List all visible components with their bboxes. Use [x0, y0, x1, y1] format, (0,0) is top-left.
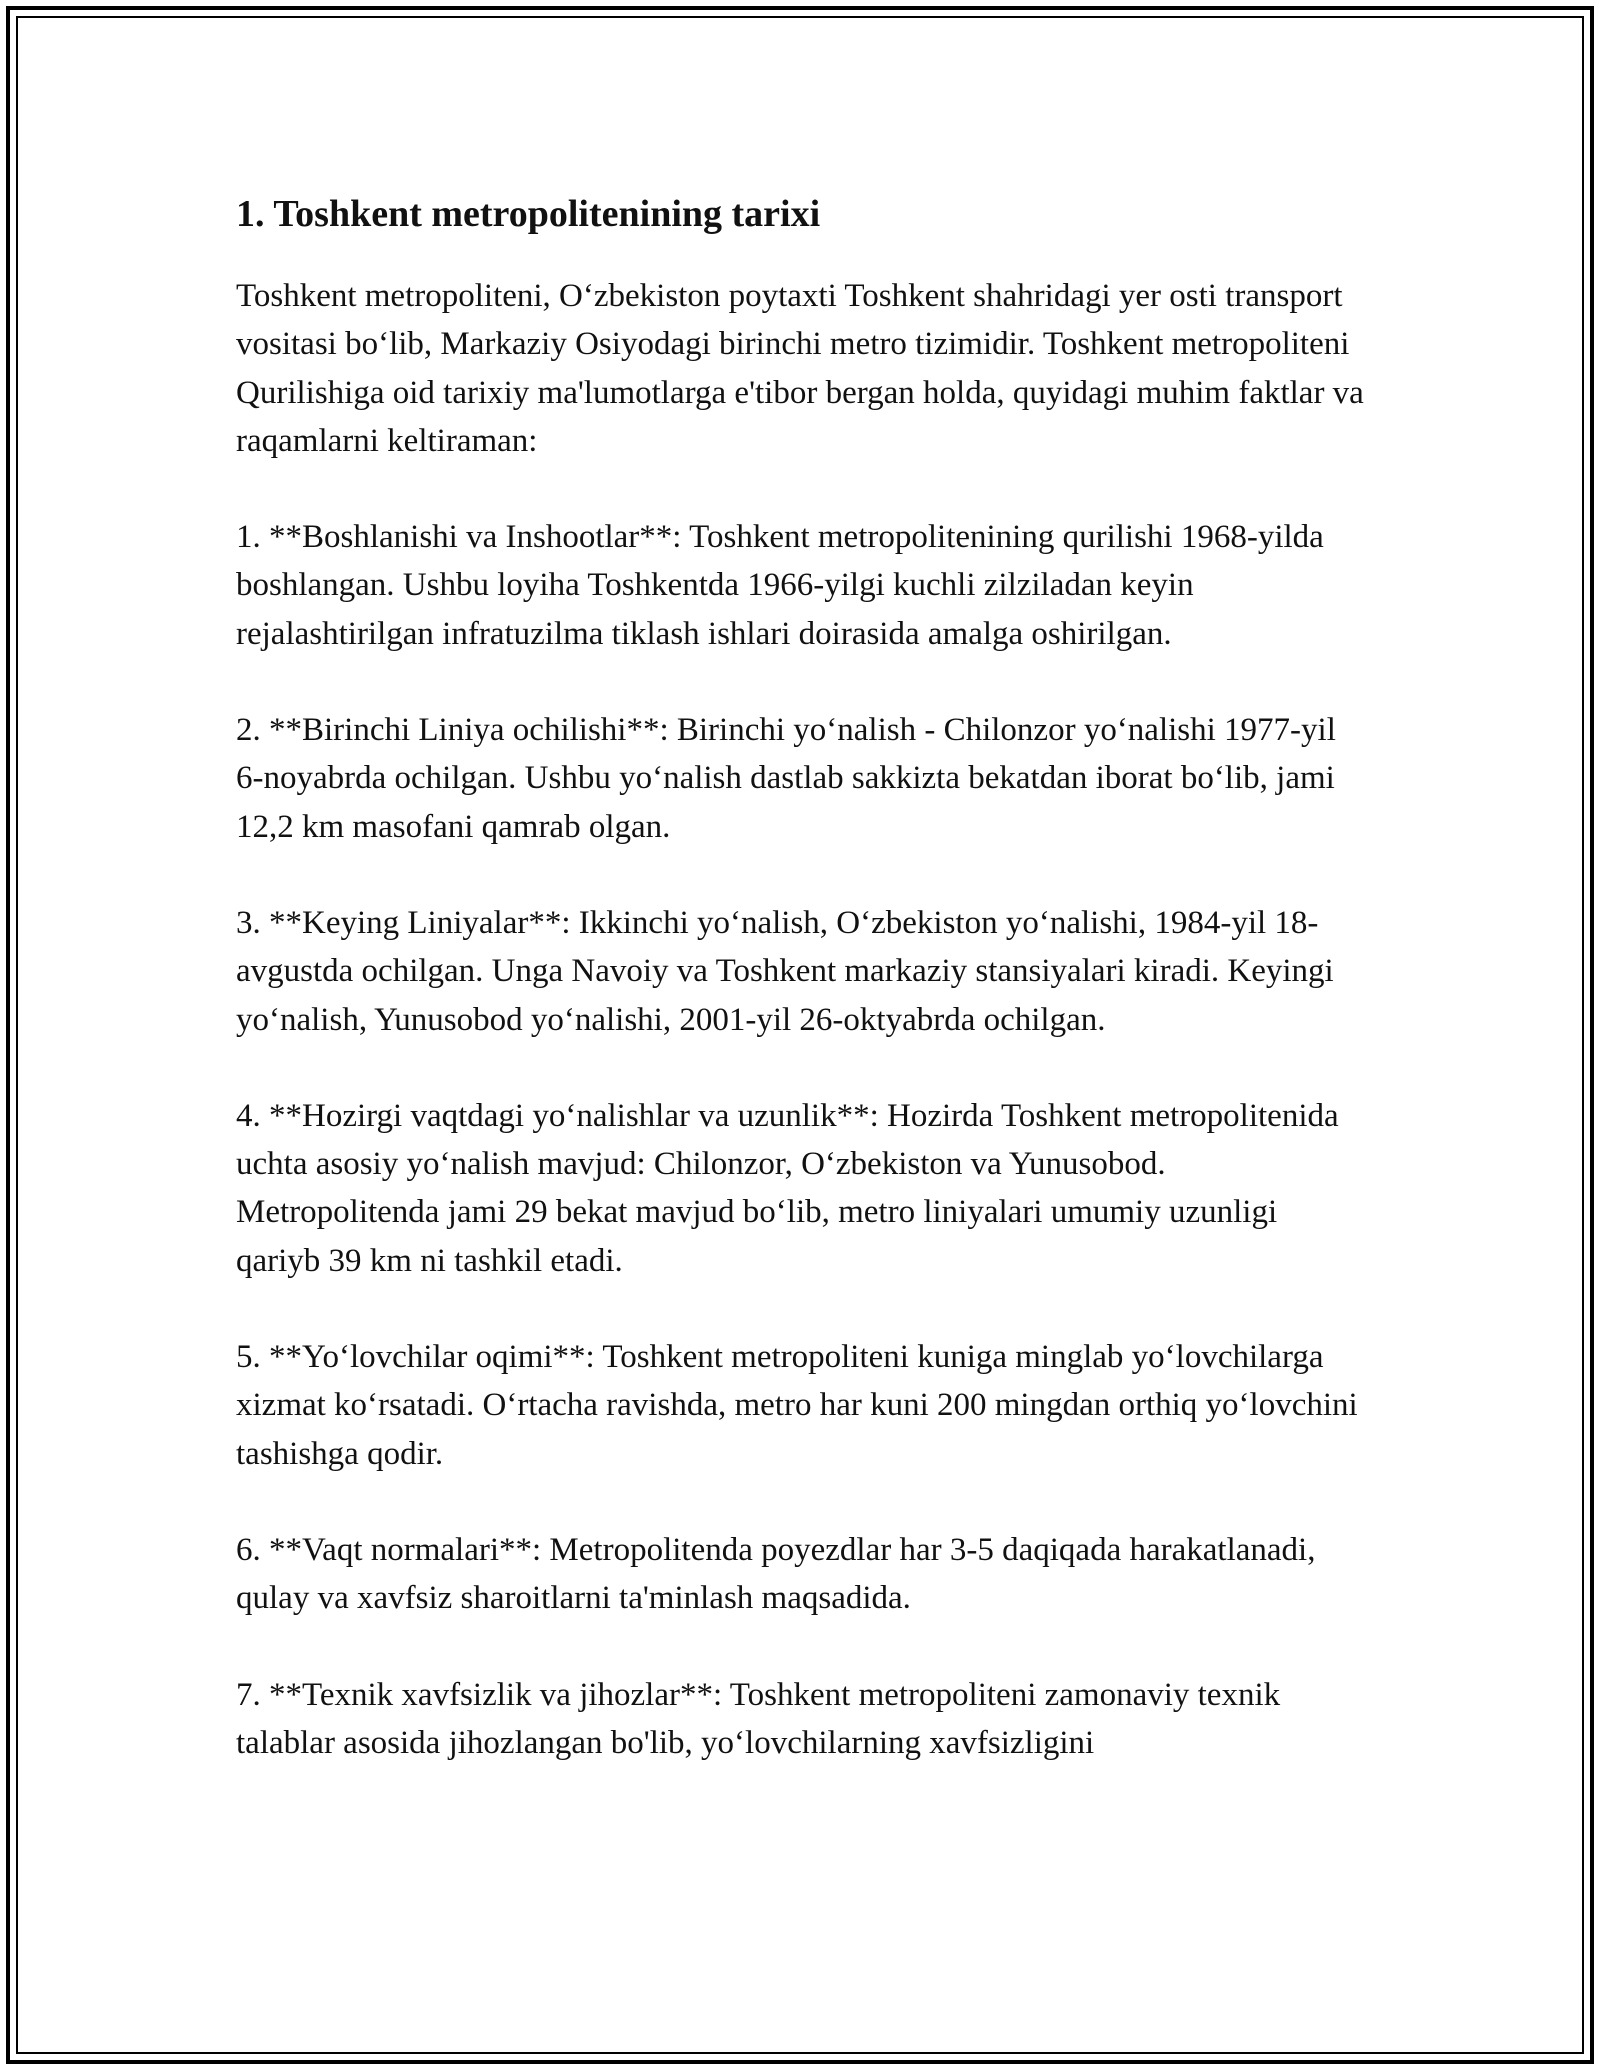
paragraph-boshlanishi: 1. **Boshlanishi va Inshootlar**: Toshkent metropolitenining qurilishi 1968-yilda boshlangan. Ushbu loyiha Toshkentda 1966-yilgi kuchli zilziladan keyin rejalashtirilgan infratuzilma tiklash ishlari doirasida amalga oshirilgan.	[236, 519, 1324, 652]
paragraph-birinchi-liniya: 2. **Birinchi Liniya ochilishi**: Birinchi yo‘nalish - Chilonzor yo‘nalishi 1977-yil 6-noyabrda ochilgan. Ushbu yo‘nalish dastlab sakkizta bekatdan iborat bo‘lib, jami 12,2 km masofani qamrab olgan.	[236, 712, 1336, 845]
section-title: 1. Toshkent metropolitenining tarixi	[236, 193, 821, 235]
paragraph-hozirgi-yonalishlar: 4. **Hozirgi vaqtdagi yo‘nalishlar va uzunlik**: Hozirda Toshkent metropolitenida uchta asosiy yo‘nalish mavjud: Chilonzor, O‘zbekiston va Yunusobod. Metropolitenda jami 29 bekat mavjud bo‘lib, metro liniyalari umumiy uzunligi qariyb 39 km ni tashkil etadi.	[236, 1097, 1339, 1279]
paragraph-yolovchilar-oqimi: 5. **Yo‘lovchilar oqimi**: Toshkent metropoliteni kuniga minglab yo‘lovchilarga xizmat ko‘rsatadi. O‘rtacha ravishda, metro har kuni 200 mingdan orthiq yo‘lovchini tashishga qodir.	[236, 1339, 1358, 1472]
paragraph-vaqt-normalari: 6. **Vaqt normalari**: Metropolitenda poyezdlar har 3-5 daqiqada harakatlanadi, qulay va xavfsiz sharoitlarni ta'minlash maqsadida.	[236, 1531, 1316, 1617]
document-body	[236, 186, 1366, 1767]
paragraph-keying-liniyalar: 3. **Keying Liniyalar**: Ikkinchi yo‘nalish, O‘zbekiston yo‘nalishi, 1984-yil 18-avgustda ochilgan. Unga Navoiy va Toshkent markaziy stansiyalari kiradi. Keyingi yo‘nalish, Yunusobod yo‘nalishi, 2001-yil 26-oktyabrda ochilgan.	[236, 904, 1334, 1038]
paragraph-texnik-xavfsizlik: 7. **Texnik xavfsizlik va jihozlar**: Toshkent metropoliteni zamonaviy texnik talablar asosida jihozlangan bo'lib, yo‘lovchilarning xavfsizligini	[236, 1676, 1281, 1761]
intro-paragraph: Toshkent metropoliteni, O‘zbekiston poytaxti Toshkent shahridagi yer osti transport vositasi bo‘lib, Markaziy Osiyodagi birinchi metro tizimidir. Toshkent metropoliteni Qurilishiga oid tarixiy ma'lumotlarga e'tibor bergan holda, quyidagi muhim faktlar va raqamlarni keltiraman:	[236, 278, 1364, 459]
